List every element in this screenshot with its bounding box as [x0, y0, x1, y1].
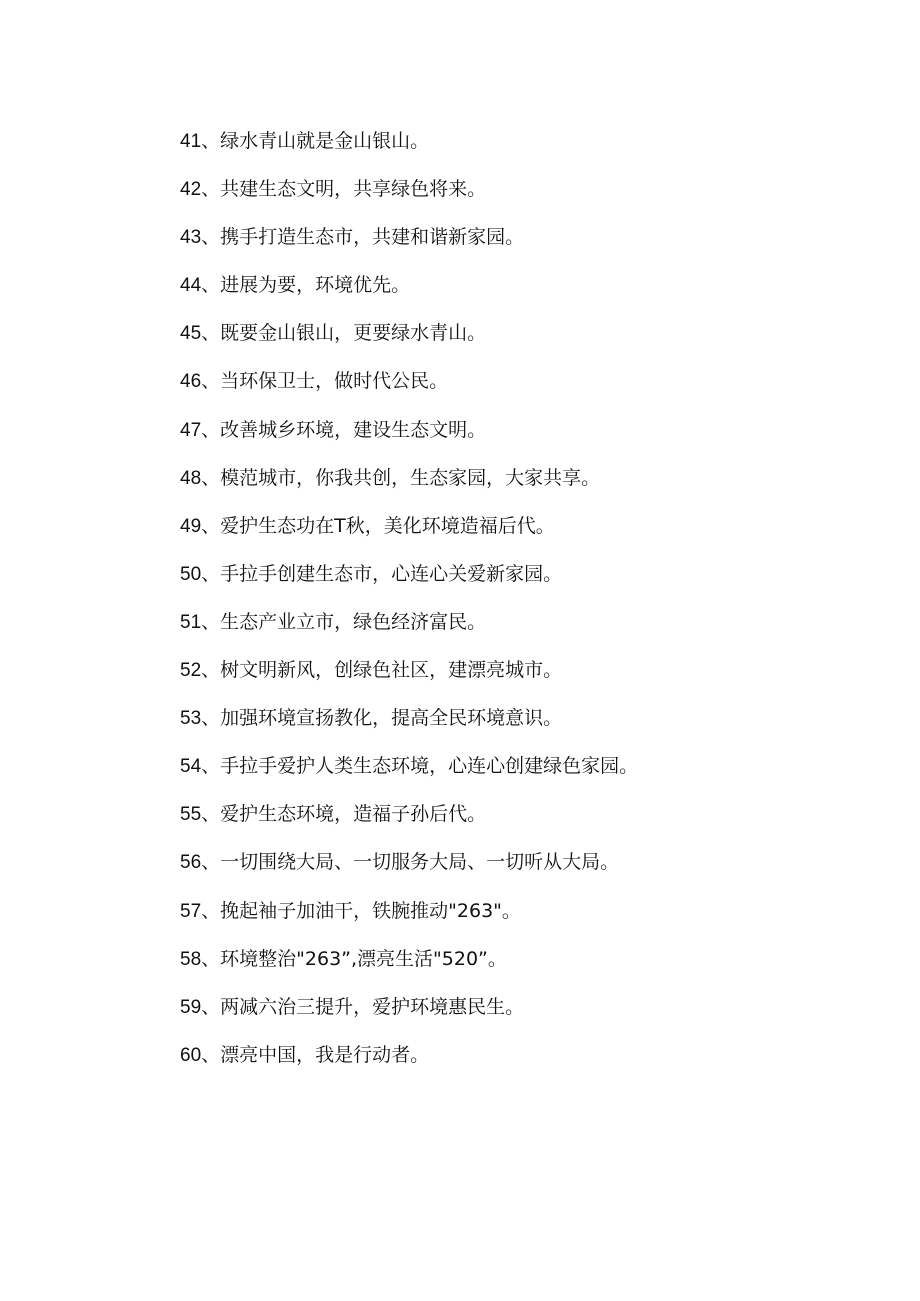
slogan-separator: 、: [201, 370, 221, 393]
slogan-item: [180, 847, 638, 895]
slogan-text: 爱护生态环境，造福子孙后代。: [220, 803, 487, 826]
slogan-text: 携手打造生态市，共建和谐新家园。: [220, 226, 525, 249]
slogan-item: [180, 655, 638, 703]
slogan-text: 树文明新风，创绿色社区，建漂亮城市。: [220, 659, 563, 682]
slogan-separator: 、: [201, 514, 221, 537]
slogan-item: [180, 126, 638, 174]
slogan-text: 一切围绕大局、一切服务大局、一切听从大局。: [220, 851, 620, 874]
slogan-separator: 、: [201, 899, 221, 922]
slogan-separator: 、: [201, 755, 221, 778]
slogan-text: 漂亮中国，我是行动者。: [220, 1043, 430, 1066]
slogan-item: [180, 415, 638, 463]
slogan-separator: 、: [201, 803, 221, 826]
slogan-number: 58: [180, 948, 202, 970]
slogan-list: [180, 126, 638, 1088]
slogan-text: 爱护生态功在T秋，美化环境造福后代。: [220, 514, 555, 537]
slogan-separator: 、: [201, 130, 221, 152]
slogan-separator: 、: [201, 562, 221, 585]
slogan-separator: 、: [201, 226, 221, 249]
slogan-separator: 、: [201, 947, 221, 970]
slogan-separator: 、: [201, 322, 221, 345]
slogan-text: 生态产业立市，绿色经济富民。: [220, 610, 487, 633]
slogan-separator: 、: [201, 659, 221, 682]
slogan-number: 54: [180, 756, 202, 778]
slogan-separator: 、: [201, 995, 221, 1018]
slogan-number: 56: [180, 852, 202, 874]
slogan-text: 共建生态文明，共享绿色将来。: [220, 178, 487, 201]
slogan-number: 45: [180, 323, 202, 345]
slogan-item: [180, 703, 638, 751]
slogan-text: 改善城乡环境，建设生态文明。: [220, 418, 487, 441]
slogan-item: [180, 944, 638, 992]
slogan-item: [180, 222, 638, 270]
slogan-text: 绿水青山就是金山银山。: [220, 130, 430, 152]
slogan-item: [180, 1040, 638, 1088]
slogan-text: 当环保卫士，做时代公民。: [220, 370, 449, 393]
slogan-separator: 、: [201, 274, 221, 297]
slogan-item: [180, 799, 638, 847]
slogan-number: 55: [180, 804, 202, 826]
slogan-number: 49: [180, 515, 202, 537]
slogan-text: 挽起袖子加油干，铁腕推动"263"。: [220, 899, 521, 922]
slogan-item: [180, 270, 638, 318]
slogan-number: 47: [180, 419, 202, 441]
slogan-item: [180, 366, 638, 414]
slogan-item: [180, 607, 638, 655]
slogan-number: 50: [180, 563, 202, 585]
slogan-number: 42: [180, 179, 202, 201]
slogan-item: [180, 174, 638, 222]
slogan-item: [180, 318, 638, 366]
slogan-separator: 、: [201, 466, 221, 489]
slogan-number: 53: [180, 708, 202, 730]
slogan-item: [180, 896, 638, 944]
slogan-item: [180, 559, 638, 607]
slogan-item: [180, 751, 638, 799]
slogan-separator: 、: [201, 418, 221, 441]
slogan-number: 57: [180, 900, 202, 922]
slogan-text: 模范城市，你我共创，生态家园，大家共享。: [220, 466, 601, 489]
slogan-separator: 、: [201, 1043, 221, 1066]
slogan-number: 52: [180, 660, 202, 682]
slogan-number: 43: [180, 227, 202, 249]
slogan-number: 41: [180, 131, 202, 152]
slogan-item: [180, 992, 638, 1040]
slogan-text: 两减六治三提升，爱护环境惠民生。: [220, 995, 525, 1018]
slogan-number: 44: [180, 275, 202, 297]
slogan-number: 48: [180, 467, 202, 489]
slogan-text: 加强环境宣扬教化，提高全民环境意识。: [220, 707, 563, 730]
slogan-item: [180, 511, 638, 559]
slogan-number: 51: [180, 611, 202, 633]
slogan-number: 60: [180, 1044, 202, 1066]
slogan-number: 59: [180, 996, 202, 1018]
slogan-separator: 、: [201, 610, 221, 633]
slogan-separator: 、: [201, 851, 221, 874]
slogan-text: 既要金山银山，更要绿水青山。: [220, 322, 487, 345]
slogan-text: 进展为要，环境优先。: [220, 274, 411, 297]
slogan-text: 手拉手爱护人类生态环境，心连心创建绿色家园。: [220, 755, 639, 778]
slogan-separator: 、: [201, 707, 221, 730]
slogan-text: 手拉手创建生态市，心连心关爱新家园。: [220, 562, 563, 585]
slogan-text: 环境整治"263”,漂亮生活"520”。: [220, 947, 507, 970]
slogan-number: 46: [180, 371, 202, 393]
slogan-separator: 、: [201, 178, 221, 201]
slogan-item: [180, 463, 638, 511]
